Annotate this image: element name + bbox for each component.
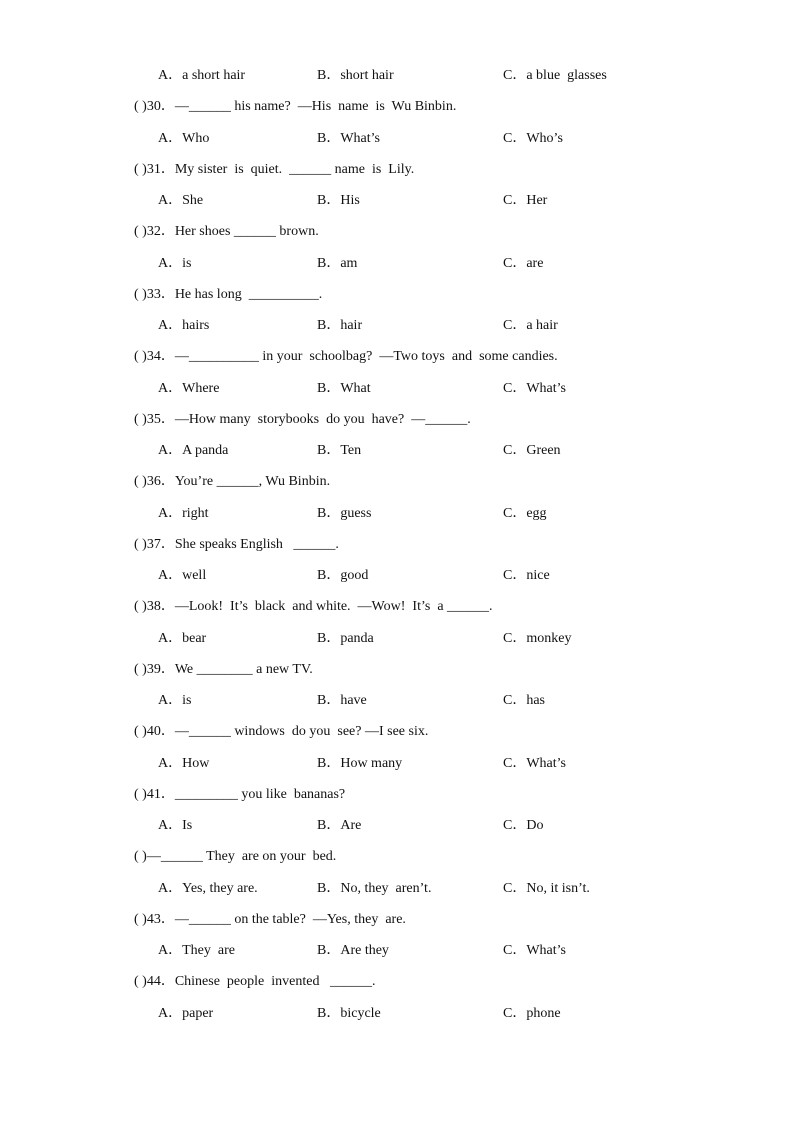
answer-option: B．Are they [317,943,389,958]
answer-option: B．How many [317,755,403,771]
answer-option: A．a short hair [158,68,246,83]
answer-option: C．No, it isn’t. [503,880,590,896]
question-stem: ( )38．—Look! It’s black and white. —Wow! It’s a ______. [134,599,493,615]
question-stem: ( )39．We ________ a new TV. [134,661,313,677]
answer-option: B．panda [317,630,374,646]
answer-option: C．monkey [503,630,572,646]
answer-option: C．has [503,693,545,708]
answer-option: A．She [158,193,204,208]
question-stem: ( )40．—______ windows do you see? —I see six. [134,724,429,740]
answer-option: A．paper [158,1005,214,1021]
answer-option: B．short hair [317,68,394,83]
answer-option: A．A panda [158,443,229,458]
answer-option: A．They are [158,943,235,958]
answer-option: C．Do [503,818,544,833]
answer-option: C．Green [503,443,561,458]
answer-option: A．Where [158,380,220,396]
question-stem: ( )41．_________ you like bananas? [134,786,346,802]
question-stem: ( )44．Chinese people invented ______. [134,974,376,990]
question-stem: ( )37．She speaks English ______. [134,536,339,552]
answer-option: C．What’s [503,380,566,396]
answer-option: B．No, they aren’t. [317,880,432,896]
answer-option: C．What’s [503,943,566,958]
question-stem: ( )—______ They are on your bed. [134,849,337,865]
answer-option: A．is [158,255,192,271]
answer-option: B．bicycle [317,1005,381,1021]
answer-option: A．right [158,505,209,521]
answer-option: B．What’s [317,130,380,146]
question-stem: ( )32．Her shoes ______ brown. [134,224,319,240]
answer-option: C．are [503,255,544,271]
answer-option: B．Are [317,818,362,833]
question-stem: ( )33．He has long __________. [134,286,323,302]
question-stem: ( )36．You’re ______, Wu Binbin. [134,474,331,490]
answer-option: A．Is [158,818,193,833]
question-stem: ( )43．—______ on the table? —Yes, they are. [134,911,406,927]
answer-option: C．a hair [503,318,558,333]
question-stem: ( )30．—______ his name? —His name is Wu Binbin. [134,99,457,115]
answer-option: B．His [317,193,360,208]
answer-option: B．guess [317,505,372,521]
answer-option: C．phone [503,1005,561,1021]
answer-option: A．well [158,568,207,583]
answer-option: B．What [317,380,371,396]
question-stem: ( )31．My sister is quiet. ______ name is Lily. [134,161,415,177]
answer-option: B．hair [317,318,363,333]
answer-option: A．hairs [158,318,210,333]
answer-option: A．Who [158,130,210,146]
answer-option: C．Who’s [503,130,563,146]
answer-option: A．bear [158,630,207,646]
answer-option: B．am [317,255,358,271]
answer-option: A．is [158,693,192,708]
answer-option: C．a blue glasses [503,68,607,83]
question-stem: ( )35．—How many storybooks do you have? —______. [134,411,471,427]
answer-option: B．have [317,693,367,708]
answer-option: C．Her [503,193,548,208]
answer-option: C．nice [503,568,550,583]
answer-option: C．What’s [503,755,566,771]
answer-option: A．How [158,755,210,771]
answer-option: C．egg [503,505,547,521]
question-stem: ( )34．—__________ in your schoolbag? —Two toys and some candies. [134,349,558,365]
answer-option: B．good [317,568,369,583]
answer-option: A．Yes, they are. [158,880,258,896]
answer-option: B．Ten [317,443,362,458]
